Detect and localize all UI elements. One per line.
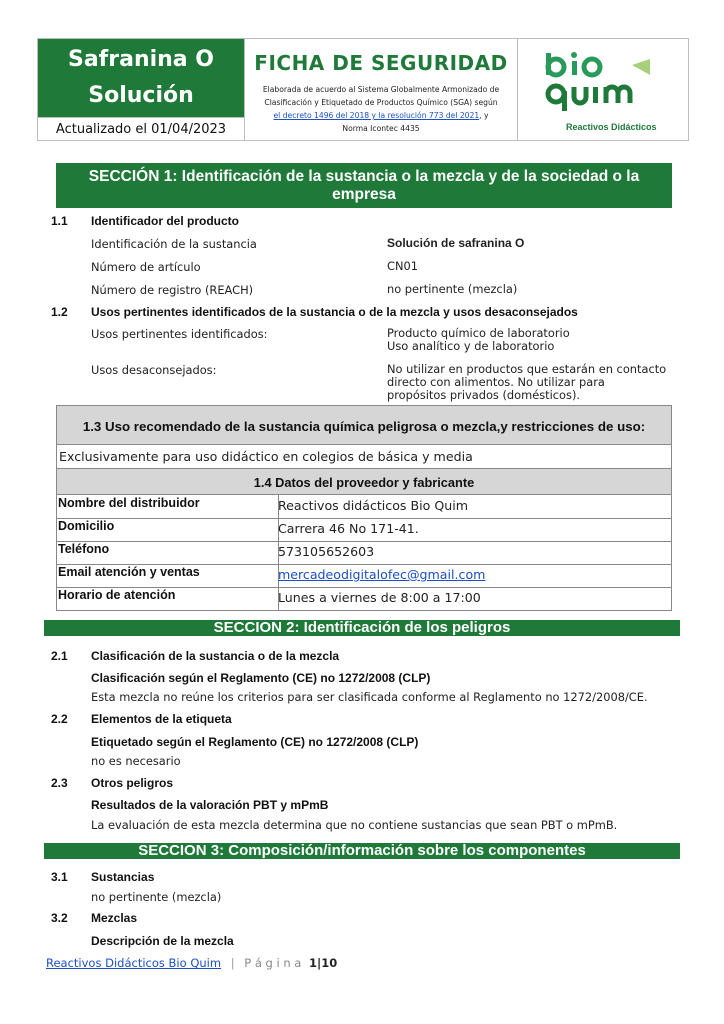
supplier-value: Lunes a viernes de 8:00 a 17:00	[278, 590, 481, 605]
section-2-title: SECCION 2: Identificación de los peligros	[44, 620, 680, 636]
label-elements-heading: Elementos de la etiqueta	[91, 712, 232, 726]
supplier-header	[56, 469, 672, 495]
document-header	[37, 38, 689, 141]
classification-subheading: Clasificación según el Reglamento (CE) no 1272/2008 (CLP)	[91, 671, 431, 685]
footer-page-total: 10	[321, 956, 338, 970]
supplier-value: Carrera 46 No 171-41.	[278, 521, 419, 536]
product-identifier-heading: Identificador del producto	[91, 214, 240, 228]
substances-text: no pertinente (mezcla)	[91, 890, 222, 904]
other-hazards-heading: Otros peligros	[91, 776, 174, 790]
pbt-text: La evaluación de esta mezcla determina que no contiene sustancias que sean PBT o mPmB.	[91, 818, 618, 832]
mixture-description-heading: Descripción de la mezcla	[91, 934, 234, 948]
uses-label: Usos pertinentes identificados:	[91, 327, 268, 341]
supplier-label: Horario de atención	[58, 588, 176, 602]
email-link[interactable]: mercadeodigitalofec@gmail.com	[278, 567, 486, 582]
substances-heading: Sustancias	[91, 870, 155, 884]
decree-link[interactable]: el decreto 1496 del 2018 y la resolución 773 del 2021	[273, 111, 480, 120]
heading-number: 2.2	[51, 712, 68, 726]
supplier-label: Teléfono	[58, 542, 110, 556]
pbt-subheading: Resultados de la valoración PBT y mPmB	[91, 798, 329, 812]
updated-date: Actualizado el 01/04/2023	[38, 117, 244, 141]
product-title-block	[38, 39, 244, 117]
row-value: CN01	[387, 259, 418, 273]
row-value: no pertinente (mezcla)	[387, 282, 518, 296]
supplier-title: 1.4 Datos del proveedor y fabricante	[253, 475, 475, 490]
recommended-use-header	[56, 405, 672, 445]
row-label: Número de artículo	[91, 260, 201, 274]
classification-text: Esta mezcla no reúne los criterios para ser clasificada conforme al Reglamento no 1272/2008/CE.	[91, 690, 648, 704]
supplier-value: Reactivos didácticos Bio Quim	[278, 498, 469, 513]
supplier-value: 573105652603	[278, 544, 375, 559]
sheet-title: FICHA DE SEGURIDAD	[254, 51, 508, 75]
footer-separator: |	[230, 956, 235, 970]
logo-text-1	[516, 39, 518, 40]
product-form: Solución	[88, 83, 194, 108]
supplier-label: Email atención y ventas	[58, 565, 200, 579]
mixtures-heading: Mezclas	[91, 911, 138, 925]
section-1-title: SECCIÓN 1: Identificación de la sustancia o la mezcla y de la sociedad o la empresa	[56, 163, 672, 208]
not-uses-value: No utilizar en productos que estarán en contacto directo con alimentos. No utilizar para propósitos privados (domésticos).	[387, 362, 667, 402]
uses-heading: Usos pertinentes identificados de la sustancia o de la mezcla y usos desaconsejados	[91, 305, 578, 319]
bioquim-logo	[516, 39, 688, 140]
heading-number: 1.1	[51, 214, 68, 228]
heading-number: 1.2	[51, 305, 68, 319]
classification-heading: Clasificación de la sustancia o de la mezcla	[91, 649, 340, 663]
footer-page-label: P á g i n a	[244, 956, 302, 970]
heading-number: 2.3	[51, 776, 68, 790]
footer-brand-link[interactable]: Reactivos Didácticos Bio Quim	[46, 956, 222, 970]
heading-number: 3.1	[51, 870, 68, 884]
uses-value: Producto químico de laboratorio Uso analítico y de laboratorio	[387, 326, 570, 353]
labelling-subheading: Etiquetado según el Reglamento (CE) no 1272/2008 (CLP)	[91, 735, 419, 749]
supplier-label: Nombre del distribuidor	[58, 496, 200, 510]
not-uses-label: Usos desaconsejados:	[91, 363, 217, 377]
logo-caption: Reactivos Didácticos	[566, 122, 657, 132]
page-footer: Reactivos Didácticos Bio Quim | P á g i n a 1|10	[46, 956, 338, 970]
recommended-use-row	[56, 445, 672, 469]
row-label: Número de registro (REACH)	[91, 283, 254, 297]
logo-text-2	[516, 41, 519, 42]
row-label: Identificación de la sustancia	[91, 237, 257, 251]
recommended-use-title: 1.3 Uso recomendado de la sustancia química peligrosa o mezcla,y restricciones de uso:	[82, 419, 646, 434]
section-3-title: SECCION 3: Composición/información sobre los componentes	[44, 843, 680, 859]
recommended-use-text: Exclusivamente para uso didáctico en colegios de básica y media	[59, 449, 473, 464]
row-value: Solución de safranina O	[387, 236, 525, 250]
supplier-label: Domicilio	[58, 519, 115, 533]
heading-number: 3.2	[51, 911, 68, 925]
footer-page-number: 1	[309, 956, 318, 970]
labelling-text: no es necesario	[91, 754, 181, 768]
heading-number: 2.1	[51, 649, 68, 663]
product-name: Safranina O	[67, 47, 215, 72]
sheet-description: Elaborada de acuerdo al Sistema Globalmente Armonizado de Clasificación y Etiquetado de Productos Químico (SGA) según el decreto 1496 del 2018 y la resolución 773 del 2021, y Norma Icontec 4435	[262, 85, 500, 133]
sheet-title-block	[244, 39, 518, 140]
